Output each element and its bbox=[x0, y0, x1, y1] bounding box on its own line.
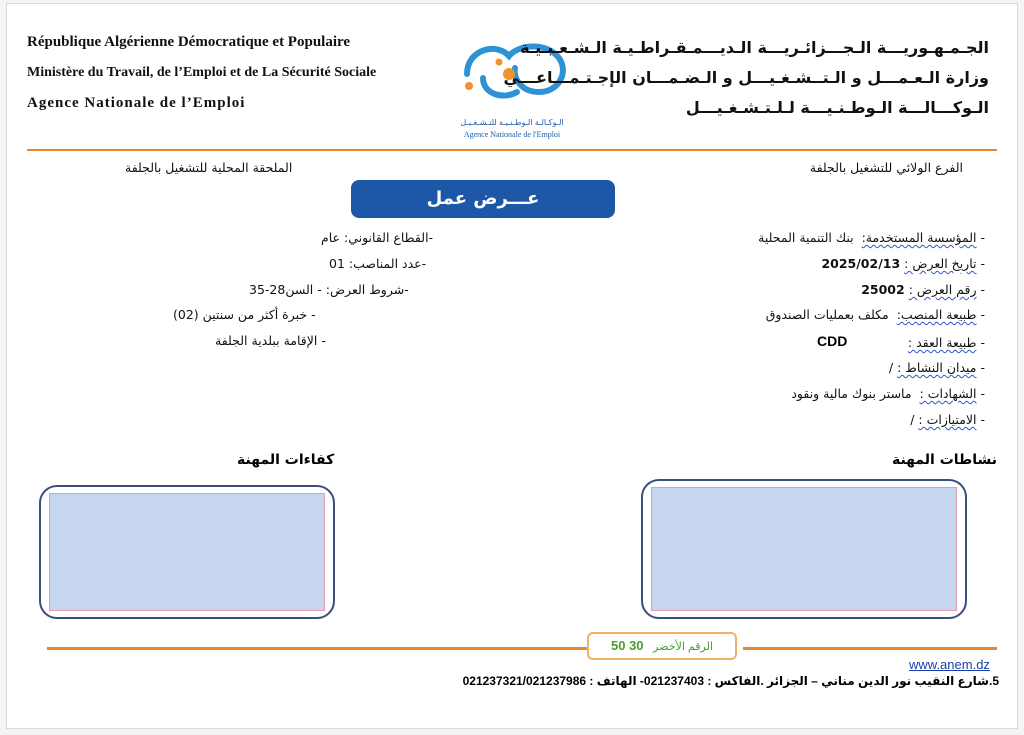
field-residence: - الإقامة ببلدية الجلفة bbox=[215, 333, 326, 348]
footer-line-right bbox=[743, 647, 997, 650]
competences-box bbox=[39, 485, 335, 619]
privileges-label: الامتيازات : bbox=[918, 412, 977, 427]
field-experience: - خبرة أكثر من سنتين (02) bbox=[173, 307, 316, 322]
branch-right: الفرع الولائي للتشغيل بالجلفة bbox=[809, 160, 963, 175]
activity-value: / bbox=[888, 360, 894, 375]
diplomas-label: الشهادات : bbox=[919, 386, 977, 401]
competences-box-content bbox=[49, 493, 325, 611]
footer-line-left bbox=[47, 647, 587, 650]
logo-arabic-text: الـوكـالـة الـوطـنـيـة للتـشـغـيـل bbox=[460, 118, 564, 127]
employer-value: بنك التنمية المحلية bbox=[758, 230, 854, 245]
header-divider bbox=[27, 149, 997, 151]
header-fr-line3: Agence Nationale de l’Emploi bbox=[27, 95, 246, 111]
activities-box-content bbox=[651, 487, 957, 611]
header-fr-line1: République Algérienne Démocratique et Populaire bbox=[27, 34, 351, 50]
section-competences-heading: كفاءات المهنة bbox=[237, 452, 335, 468]
privileges-value: / bbox=[910, 412, 915, 427]
contract-label: طبيعة العقد : bbox=[907, 335, 977, 350]
employer-label: المؤسسة المستخدمة: bbox=[861, 230, 977, 245]
header-fr-line2: Ministère du Travail, de l’Emploi et de La Sécurité Sociale bbox=[27, 65, 377, 80]
logo-french-text: Agence Nationale de l'Emploi bbox=[463, 130, 561, 139]
website-link[interactable]: www.anem.dz bbox=[909, 657, 990, 672]
position-label: طبيعة المنصب: bbox=[896, 307, 977, 322]
field-contract: - طبيعة العقد : bbox=[907, 335, 985, 350]
section-activities-heading: نشاطات المهنة bbox=[891, 452, 997, 468]
field-offer-number: - رقم العرض : 25002 bbox=[861, 282, 985, 297]
offer-number-value: 25002 bbox=[861, 282, 905, 297]
field-position: - طبيعة المنصب: مكلف بعمليات الصندوق bbox=[765, 307, 985, 322]
green-number-value: 30 50 bbox=[610, 638, 644, 653]
date-label: تاريخ العرض : bbox=[904, 256, 977, 271]
field-positions-count: -عدد المناصب: 01 bbox=[329, 256, 427, 271]
header-ar-line1: الجـمـهـوريـــة الـجـــزائـريـــة الـديـــمـقـراطـيـة الـشـعـبـيـة bbox=[519, 38, 989, 57]
green-number-box bbox=[587, 632, 737, 660]
green-number-label: الرقم الأخضر bbox=[653, 641, 714, 653]
header-ar-line3: الـوكـــالـــة الـوطـنـيـــة لـلـتـشـغـيـــل bbox=[685, 98, 989, 117]
field-activity: - ميدان النشاط : / bbox=[888, 360, 985, 375]
position-value: مكلف بعمليات الصندوق bbox=[765, 307, 889, 322]
activities-box bbox=[641, 479, 967, 619]
document-title: عـــرض عمل bbox=[351, 180, 615, 218]
offer-number-label: رقم العرض : bbox=[908, 282, 977, 297]
contract-value: CDD bbox=[817, 333, 848, 349]
field-date: - تاريخ العرض : 2025/02/13 bbox=[821, 256, 985, 271]
footer-address: 5.شارع النقيب نور الدين مناني – الجزائر .الفاكس : 021237403- الهاتف : 021237321/021237986 bbox=[462, 674, 999, 688]
header-ar-line2: وزارة الـعـمـــل و الـتــشـغـيـــل و الـضـمـــان الإجـتـمـــاعـــي bbox=[503, 68, 989, 87]
field-sector: -القطاع القانوني: عام bbox=[321, 230, 434, 245]
document-page bbox=[6, 3, 1018, 729]
diplomas-value: ماستر بنوك مالية ونقود bbox=[791, 386, 912, 401]
field-diplomas: - الشهادات : ماستر بنوك مالية ونقود bbox=[791, 386, 985, 401]
date-value: 2025/02/13 bbox=[821, 256, 901, 271]
branch-left: الملحقة المحلية للتشغيل بالجلفة bbox=[125, 160, 293, 175]
field-employer: - المؤسسة المستخدمة: بنك التنمية المحلية bbox=[758, 230, 985, 245]
field-conditions: -شروط العرض: - السن28-35 bbox=[249, 282, 409, 297]
field-privileges: - الامتيازات : / bbox=[910, 412, 985, 427]
activity-label: ميدان النشاط : bbox=[897, 360, 977, 375]
